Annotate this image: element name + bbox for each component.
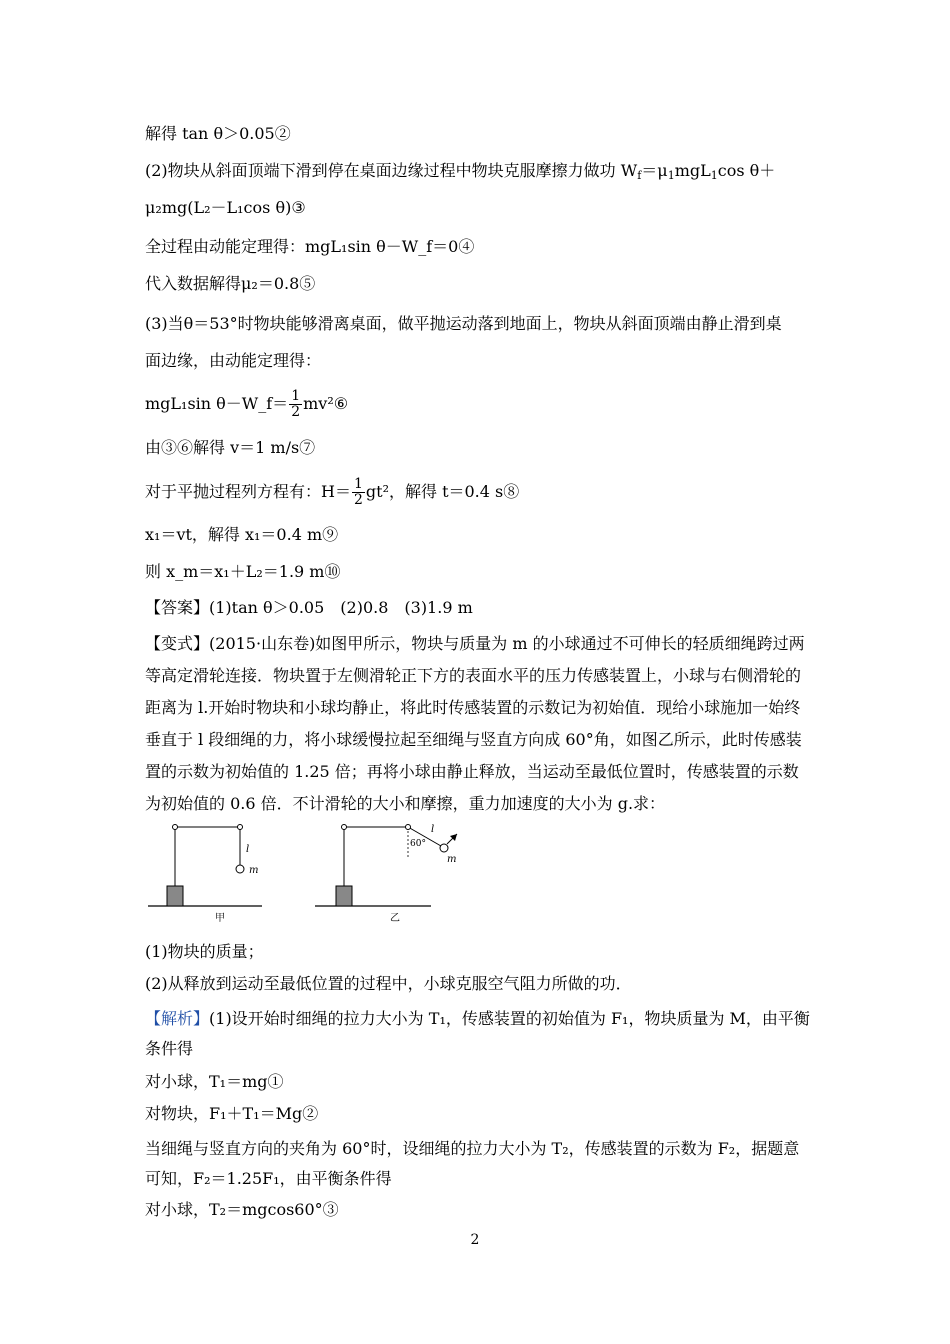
solution-tag: 【解析】 xyxy=(145,1009,210,1028)
subscript: 1 xyxy=(667,169,675,182)
angle-label: 60° xyxy=(410,839,426,849)
text-span: cos θ＋ xyxy=(717,161,776,180)
solution-line: 对物块，F₁＋T₁＝Mg② xyxy=(145,1104,319,1123)
subscript: 1 xyxy=(710,169,718,182)
label-l: l xyxy=(431,824,435,835)
pulley-icon xyxy=(406,825,411,830)
fraction xyxy=(352,477,365,508)
ball-icon xyxy=(236,865,244,873)
solution-paragraph: 当细绳与竖直方向的夹角为 60°时，设细绳的拉力大小为 T₂，传感装置的示数为 F₂，据题意可知，F₂＝1.25F₁，由平衡条件得 xyxy=(145,1139,800,1188)
fraction-numerator: 1 xyxy=(291,388,301,404)
equation-right: mv²⑥ xyxy=(303,394,349,413)
pulley-icon xyxy=(238,825,243,830)
solution-line: 全过程由动能定理得：mgL₁sin θ－W_f＝0④ xyxy=(145,237,475,256)
caption-a: 甲 xyxy=(215,913,225,924)
figure-b xyxy=(315,824,457,924)
solution-line: 对小球，T₁＝mg① xyxy=(145,1072,284,1091)
solution-line: μ₂mg(L₂－L₁cos θ)③ xyxy=(145,198,306,217)
fraction xyxy=(289,389,302,420)
variant-tag: 【变式】 xyxy=(145,634,210,653)
answer-line: 【答案】(1)tan θ＞0.05 (2)0.8 (3)1.9 m xyxy=(145,598,473,617)
fraction-numerator: 1 xyxy=(353,476,363,492)
figure-a xyxy=(148,825,262,925)
solution-line: 则 x_m＝x₁＋L₂＝1.9 m⑩ xyxy=(145,562,341,581)
ball-icon xyxy=(440,844,448,852)
variant-text: (2015·山东卷)如图甲所示，物块与质量为 m 的小球通过不可伸长的轻质细绳跨过两等高定滑轮连接．物块置于左侧滑轮正下方的表面水平的压力传感装置上，小球与右侧滑轮的距离为 l.开始时物块和小球均静止，将此时传感装置的示数记为初始值．现给小球施加一始终垂直于 l 段细绳的力，将小球缓慢拉起至细绳与竖直方向成 60°角，如图乙所示，此时传感装置的示数为初始值的 1.25 倍；再将小球由静止释放，当运动至最低位置时，传感装置的示数为初始值的 0.6 倍．不计滑轮的大小和摩擦，重力加速度的大小为 g.求： xyxy=(145,634,805,813)
question-line: (1)物块的质量； xyxy=(145,942,264,961)
fraction-denominator: 2 xyxy=(353,492,363,508)
solution-text: (1)设开始时细绳的拉力大小为 T₁，传感装置的初始值为 F₁，物块质量为 M，由平衡条件得 xyxy=(145,1009,810,1058)
block-icon xyxy=(167,886,183,906)
equation-left: 对于平抛过程列方程有：H＝ xyxy=(145,482,351,501)
text-span: ＝μ xyxy=(641,161,668,180)
label-l: l xyxy=(246,844,250,855)
page-number: 2 xyxy=(470,1232,480,1248)
solution-line xyxy=(145,161,775,181)
question-line: (2)从释放到运动至最低位置的过程中，小球克服空气阻力所做的功． xyxy=(145,974,632,993)
equation-line xyxy=(145,389,348,420)
label-m: m xyxy=(447,854,457,865)
fraction-denominator: 2 xyxy=(291,404,301,420)
solution-line: 面边缘，由动能定理得： xyxy=(145,351,322,370)
equation-right: gt²，解得 t＝0.4 s⑧ xyxy=(365,482,520,501)
text-span: mgL xyxy=(674,161,711,180)
solution-line: 由③⑥解得 v＝1 m/s⑦ xyxy=(145,438,316,457)
solution-paragraph xyxy=(145,1004,810,1064)
text-span: (2)物块从斜面顶端下滑到停在桌面边缘过程中物块克服摩擦力做功 W xyxy=(145,161,638,180)
caption-b: 乙 xyxy=(390,913,400,924)
variant-problem xyxy=(145,628,810,820)
label-m: m xyxy=(249,865,259,876)
pulley-diagram xyxy=(145,818,485,930)
solution-line: 对小球，T₂＝mgcos60°③ xyxy=(145,1200,339,1219)
subscript: f xyxy=(637,169,642,182)
solution-line: x₁＝vt，解得 x₁＝0.4 m⑨ xyxy=(145,525,339,544)
equation-line xyxy=(145,477,519,508)
block-icon xyxy=(336,886,352,906)
pulley-icon xyxy=(173,825,178,830)
pulley-icon xyxy=(342,825,347,830)
equation-left: mgL₁sin θ－W_f＝ xyxy=(145,394,289,413)
solution-line: (3)当θ＝53°时物块能够滑离桌面，做平抛运动落到地面上，物块从斜面顶端由静止滑到桌 xyxy=(145,314,782,333)
solution-line: 代入数据解得μ₂＝0.8⑤ xyxy=(145,274,316,293)
physics-figure xyxy=(145,818,485,930)
solution-line: 解得 tan θ＞0.05② xyxy=(145,124,291,143)
